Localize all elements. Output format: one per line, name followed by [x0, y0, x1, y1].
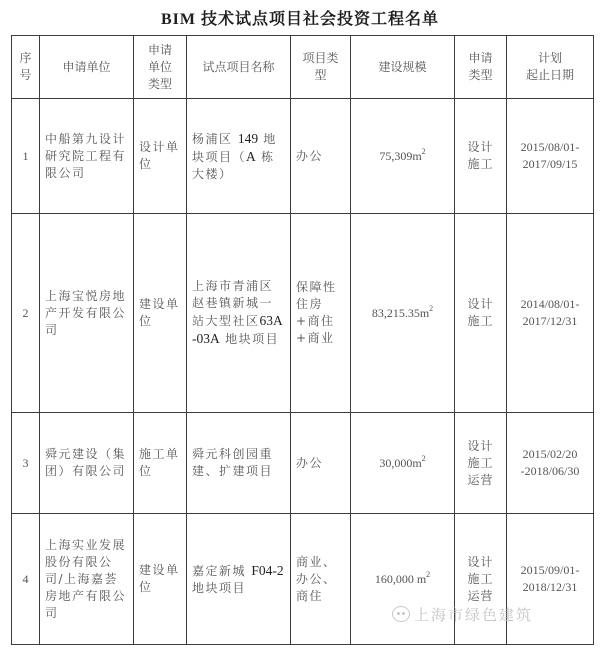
header-applicant: 申请单位 — [40, 36, 134, 99]
apply-type-cell: 设计 施工 — [455, 99, 507, 214]
header-schedule: 计划 起止日期 — [507, 36, 594, 99]
apply-type-cell: 设计 施工 运营 — [455, 413, 507, 514]
project-name-cell: 上海市青浦区赵巷镇新城一站大型社区63A-03A 地块项目 — [187, 214, 291, 413]
wechat-icon — [392, 606, 410, 622]
row-number: 2 — [12, 214, 40, 413]
project-name-cell: 嘉定新城 F04-2 地块项目 — [187, 514, 291, 645]
project-type-cell: 商业、办公、商住 — [291, 514, 351, 645]
row-number: 3 — [12, 413, 40, 514]
header-apply-type: 申请 类型 — [455, 36, 507, 99]
apply-type-cell: 设计 施工 — [455, 214, 507, 413]
table-row — [12, 99, 594, 214]
table-header-row — [12, 36, 594, 99]
schedule-cell: 2015/02/20 -2018/06/30 — [507, 413, 594, 514]
header-project-name: 试点项目名称 — [187, 36, 291, 99]
project-type-cell: 保障性住房+商住+商业 — [291, 214, 351, 413]
watermark — [392, 604, 533, 625]
project-type-cell: 办公 — [291, 413, 351, 514]
watermark-text: 上海市绿色建筑 — [414, 606, 534, 624]
project-name-cell: 杨浦区 149 地块项目（A 栋大楼） — [187, 99, 291, 214]
scale-cell: 160,000 $m^2$ — [351, 514, 455, 645]
apply-type-cell: 设计 施工 运营 — [455, 514, 507, 645]
table-row — [12, 214, 594, 413]
table-row — [12, 413, 594, 514]
header-no: 序 号 — [12, 36, 40, 99]
projects-table — [11, 35, 594, 645]
applicant-cell: 上海宝悦房地产开发有限公司 — [40, 214, 134, 413]
header-applicant-type: 申请 单位 类型 — [134, 36, 187, 99]
row-number: 1 — [12, 99, 40, 214]
scale-cell: $75,309m^2$ — [351, 99, 455, 214]
header-project-type: 项目类 型 — [291, 36, 351, 99]
schedule-cell: 2015/08/01- 2017/09/15 — [507, 99, 594, 214]
applicant-cell: 舜元建设（集团）有限公司 — [40, 413, 134, 514]
scale-cell: $83,215.35m^2$ — [351, 214, 455, 413]
applicant-type-cell: 建设单位 — [134, 514, 187, 645]
project-name-cell: 舜元科创园重建、扩建项目 — [187, 413, 291, 514]
scale-cell: $30,000m^2$ — [351, 413, 455, 514]
applicant-type-cell: 设计单位 — [134, 99, 187, 214]
applicant-type-cell: 建设单位 — [134, 214, 187, 413]
applicant-cell: 中船第九设计研究院工程有限公司 — [40, 99, 134, 214]
schedule-cell: 2014/08/01- 2017/12/31 — [507, 214, 594, 413]
applicant-type-cell: 施工单位 — [134, 413, 187, 514]
document-title: BIM 技术试点项目社会投资工程名单 — [160, 11, 439, 28]
header-scale: 建设规模 — [351, 36, 455, 99]
applicant-cell: 上海实业发展股份有限公司/上海嘉荟房地产有限公司 — [40, 514, 134, 645]
schedule-cell: 2015/09/01- 2018/12/31 — [507, 514, 594, 645]
project-type-cell: 办公 — [291, 99, 351, 214]
row-number: 4 — [12, 514, 40, 645]
